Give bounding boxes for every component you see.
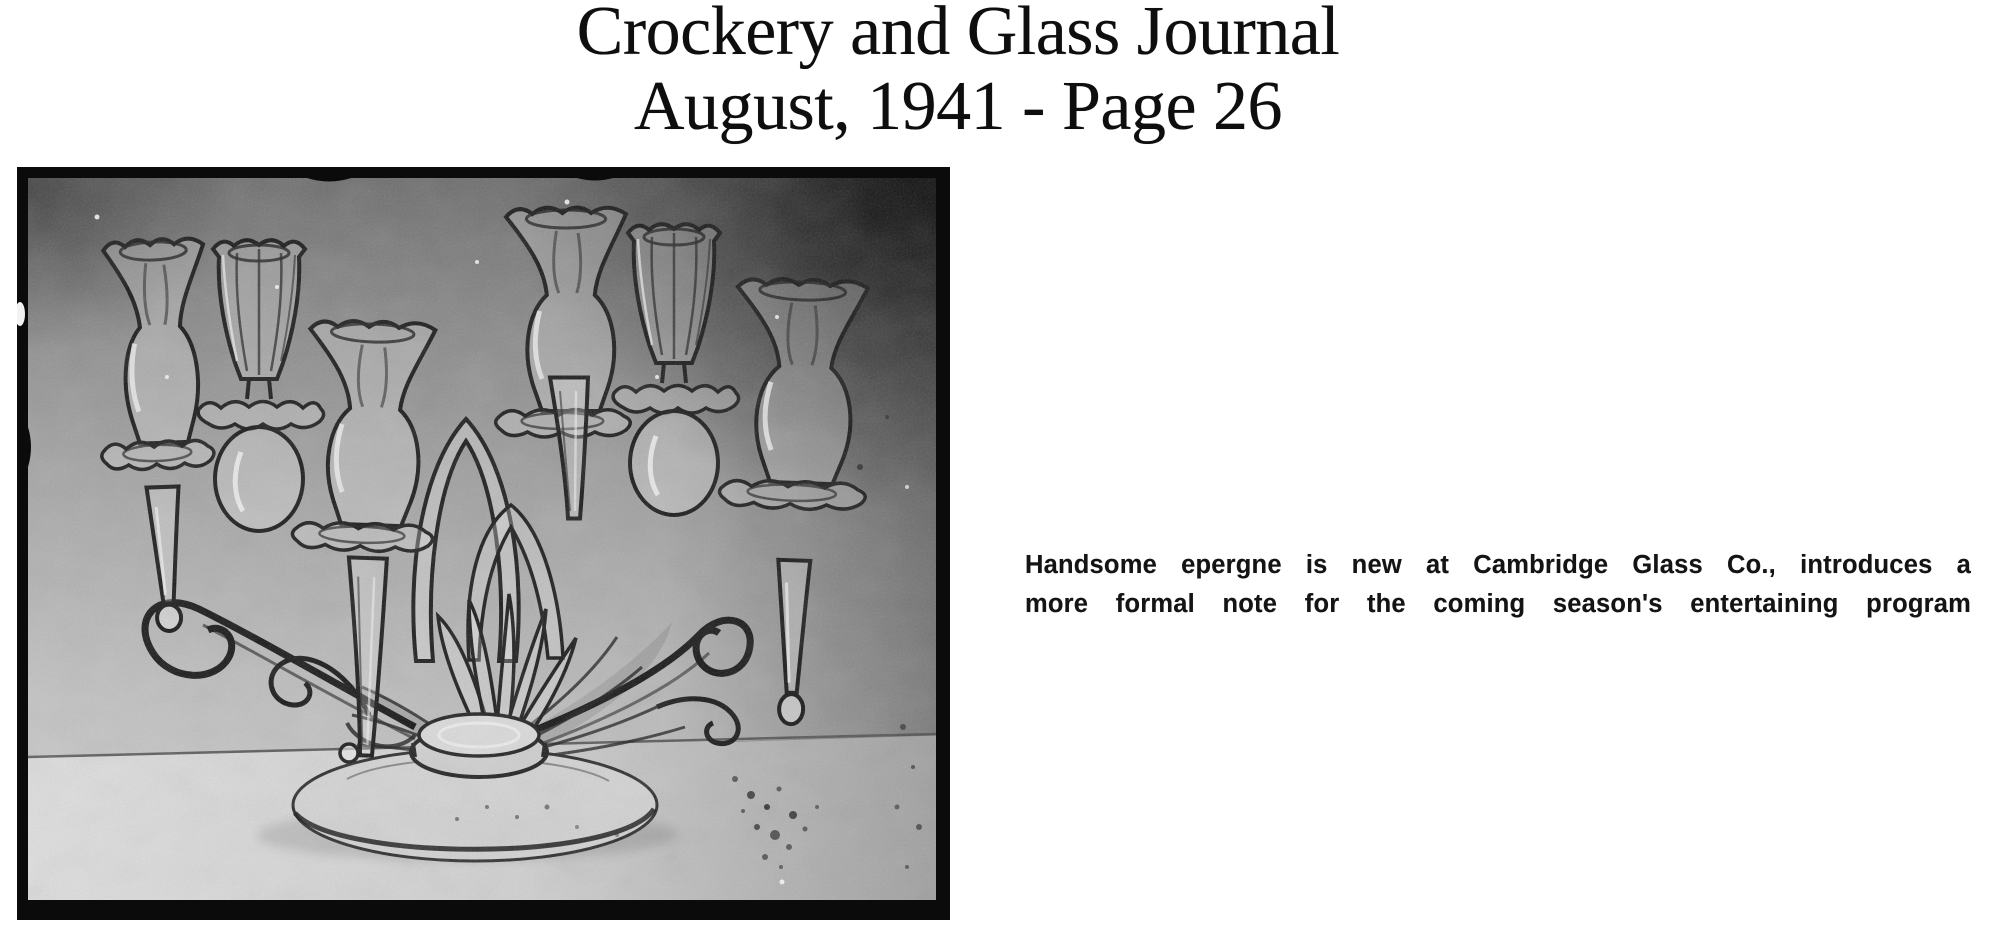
- photo-caption: [1025, 546, 1971, 624]
- epergne-photo: [17, 167, 950, 920]
- caption-line-2: more formal note for the coming season's entertaining program: [1025, 590, 1971, 618]
- title-line-1: Crockery and Glass Journal: [576, 0, 1340, 70]
- epergne-illustration: [17, 167, 950, 920]
- caption-line-1: Handsome epergne is new at Cambridge Glass Co., introduces a: [1025, 551, 1971, 579]
- title-line-2: August, 1941 - Page 26: [633, 68, 1283, 145]
- page-title: [0, 0, 1916, 144]
